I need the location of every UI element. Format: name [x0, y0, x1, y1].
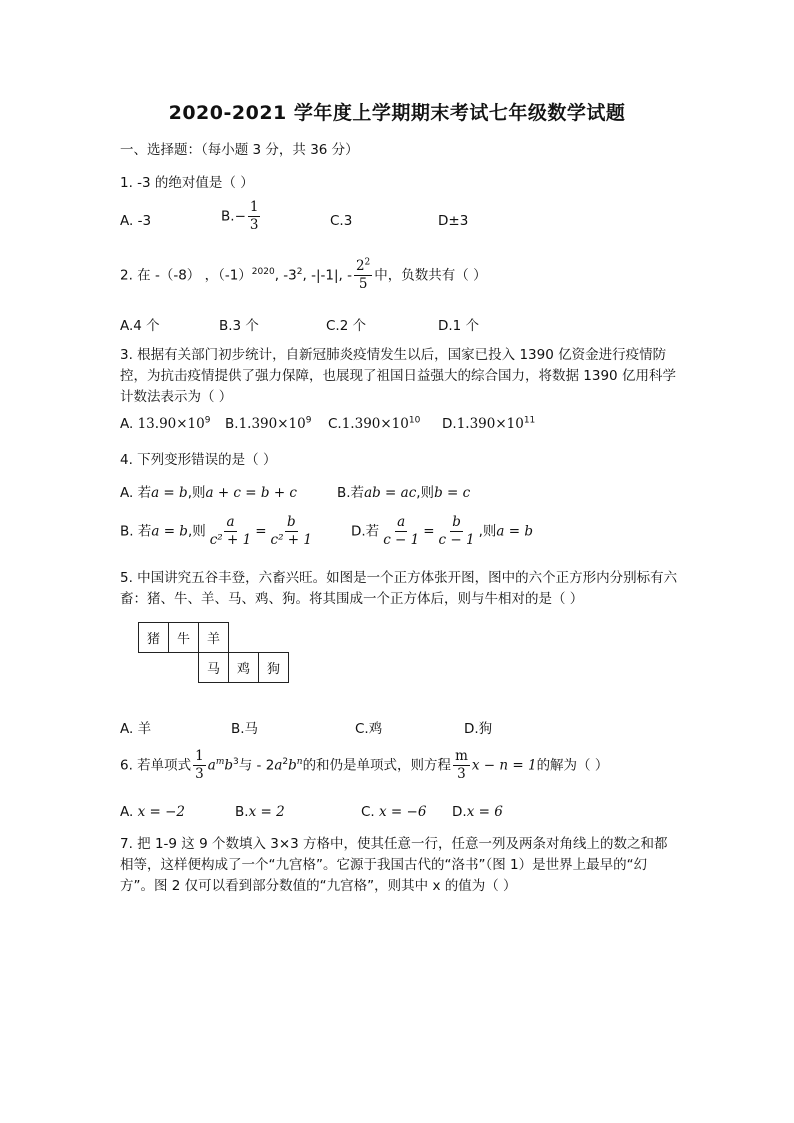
net-cell-ox: 牛 [168, 622, 199, 653]
question-2-stem: 2. 在 -（-8） ，$(-1)^{2020}$, $-3^2$, -|-1|, - $\frac{2^2}{5}$ 中，负数共有（ ） [120, 257, 487, 292]
q3-option-a[interactable]: A. $13.90\times 10^9$ [120, 415, 211, 432]
q2-option-d[interactable]: D.1 个 [438, 318, 480, 334]
question-3-stem: 3. 根据有关部门初步统计，自新冠肺炎疫情发生以后，国家已投入 1390 亿资金进行疫情防控，为抗击疫情提供了强力保障，也展现了祖国日益强大的综合国力，将数据 1390 亿用科学计数法表示为（ ） [120, 347, 676, 405]
q2-option-b[interactable]: B.3 个 [219, 318, 259, 334]
net-cell-chicken: 鸡 [228, 652, 259, 683]
q5-option-d[interactable]: D.狗 [464, 721, 493, 737]
question-1-stem: 1. -3 的绝对值是（ ） [120, 175, 254, 191]
q1-option-d[interactable]: D±3 [438, 213, 469, 229]
q1-option-b[interactable]: B.− $\frac{1}{3}$ [221, 199, 259, 233]
question-7-stem: 7. 把 1-9 这 9 个数填入 3×3 方格中，使其任意一行，任意一列及两条对角线上的数之和都相等，这样便构成了一个“九宫格”。它源于我国古代的“洛书”（图 1）是世界上最早的“幻方”。图 2 仅可以看到部分数值的“九宫格”，则其中 x 的值为（ ） [120, 836, 668, 894]
q4-option-a[interactable]: A. 若a = b,则a + c = b + c [120, 485, 297, 501]
q5-option-a[interactable]: A. 羊 [120, 721, 152, 737]
net-cell-dog: 狗 [258, 652, 289, 683]
q6-option-c[interactable]: C. x = −6 [361, 804, 427, 820]
q2-fraction: $\frac{2^2}{5}$ [355, 257, 371, 292]
q6-option-d[interactable]: D.x = 6 [452, 804, 503, 820]
net-cell-horse: 马 [198, 652, 229, 683]
q5-option-b[interactable]: B.马 [231, 721, 259, 737]
q4-option-c[interactable]: B. 若a = b,则 $\frac{a}{\text{c² + 1}}$ = $\frac{b}{\text{c² + 1}}$ [120, 514, 312, 548]
q3-option-d[interactable]: $D.1.390\times 10^{11}$ [442, 415, 536, 432]
section-header: 一、选择题：（每小题 3 分，共 36 分） [120, 142, 359, 158]
q1-option-c[interactable]: C.3 [330, 213, 353, 229]
q3-option-c[interactable]: $C.1.390\times 10^{10}$ [328, 415, 421, 432]
q4-option-b[interactable]: B.若ab = ac,则b = c [337, 485, 471, 501]
q2-option-c[interactable]: C.2 个 [326, 318, 367, 334]
page-title: 2020-2021 学年度上学期期末考试七年级数学试题 [168, 102, 626, 124]
q6-option-a[interactable]: A. x = −2 [120, 804, 186, 820]
question-5-stem: 5. 中国讲究五谷丰登，六畜兴旺。如图是一个正方体张开图，图中的六个正方形内分别标有六畜：猪、牛、羊、马、鸡、狗。将其围成一个正方体后，则与牛相对的是（ ） [120, 570, 678, 607]
q2-option-a[interactable]: A.4 个 [120, 318, 160, 334]
q3-option-b[interactable]: $B.1.390\times 10^9$ [225, 415, 312, 432]
q4-option-d[interactable]: D.若 $\frac{a}{c - 1}$ = $\frac{b}{c - 1}$ ,则a = b [351, 514, 533, 548]
question-4-stem: 4. 下列变形错误的是（ ） [120, 452, 277, 468]
q1-option-b-fraction: $\frac{1}{3}$ [249, 199, 259, 233]
question-6-stem: 6. 若单项式 $\frac{1}{3}$ $a^mb^3$与 - $2a^2b^n$的和仍是单项式，则方程 $\frac{m}{3}$ x − n = 1的解为（ ） [120, 748, 609, 782]
q6-option-b[interactable]: B.x = 2 [235, 804, 285, 820]
cube-net-diagram [138, 622, 292, 684]
net-cell-sheep: 羊 [198, 622, 229, 653]
q1-option-b-label: B. [221, 208, 235, 225]
q1-option-a[interactable]: A. -3 [120, 213, 152, 229]
q5-option-c[interactable]: C.鸡 [355, 721, 383, 737]
net-cell-pig: 猪 [138, 622, 169, 653]
